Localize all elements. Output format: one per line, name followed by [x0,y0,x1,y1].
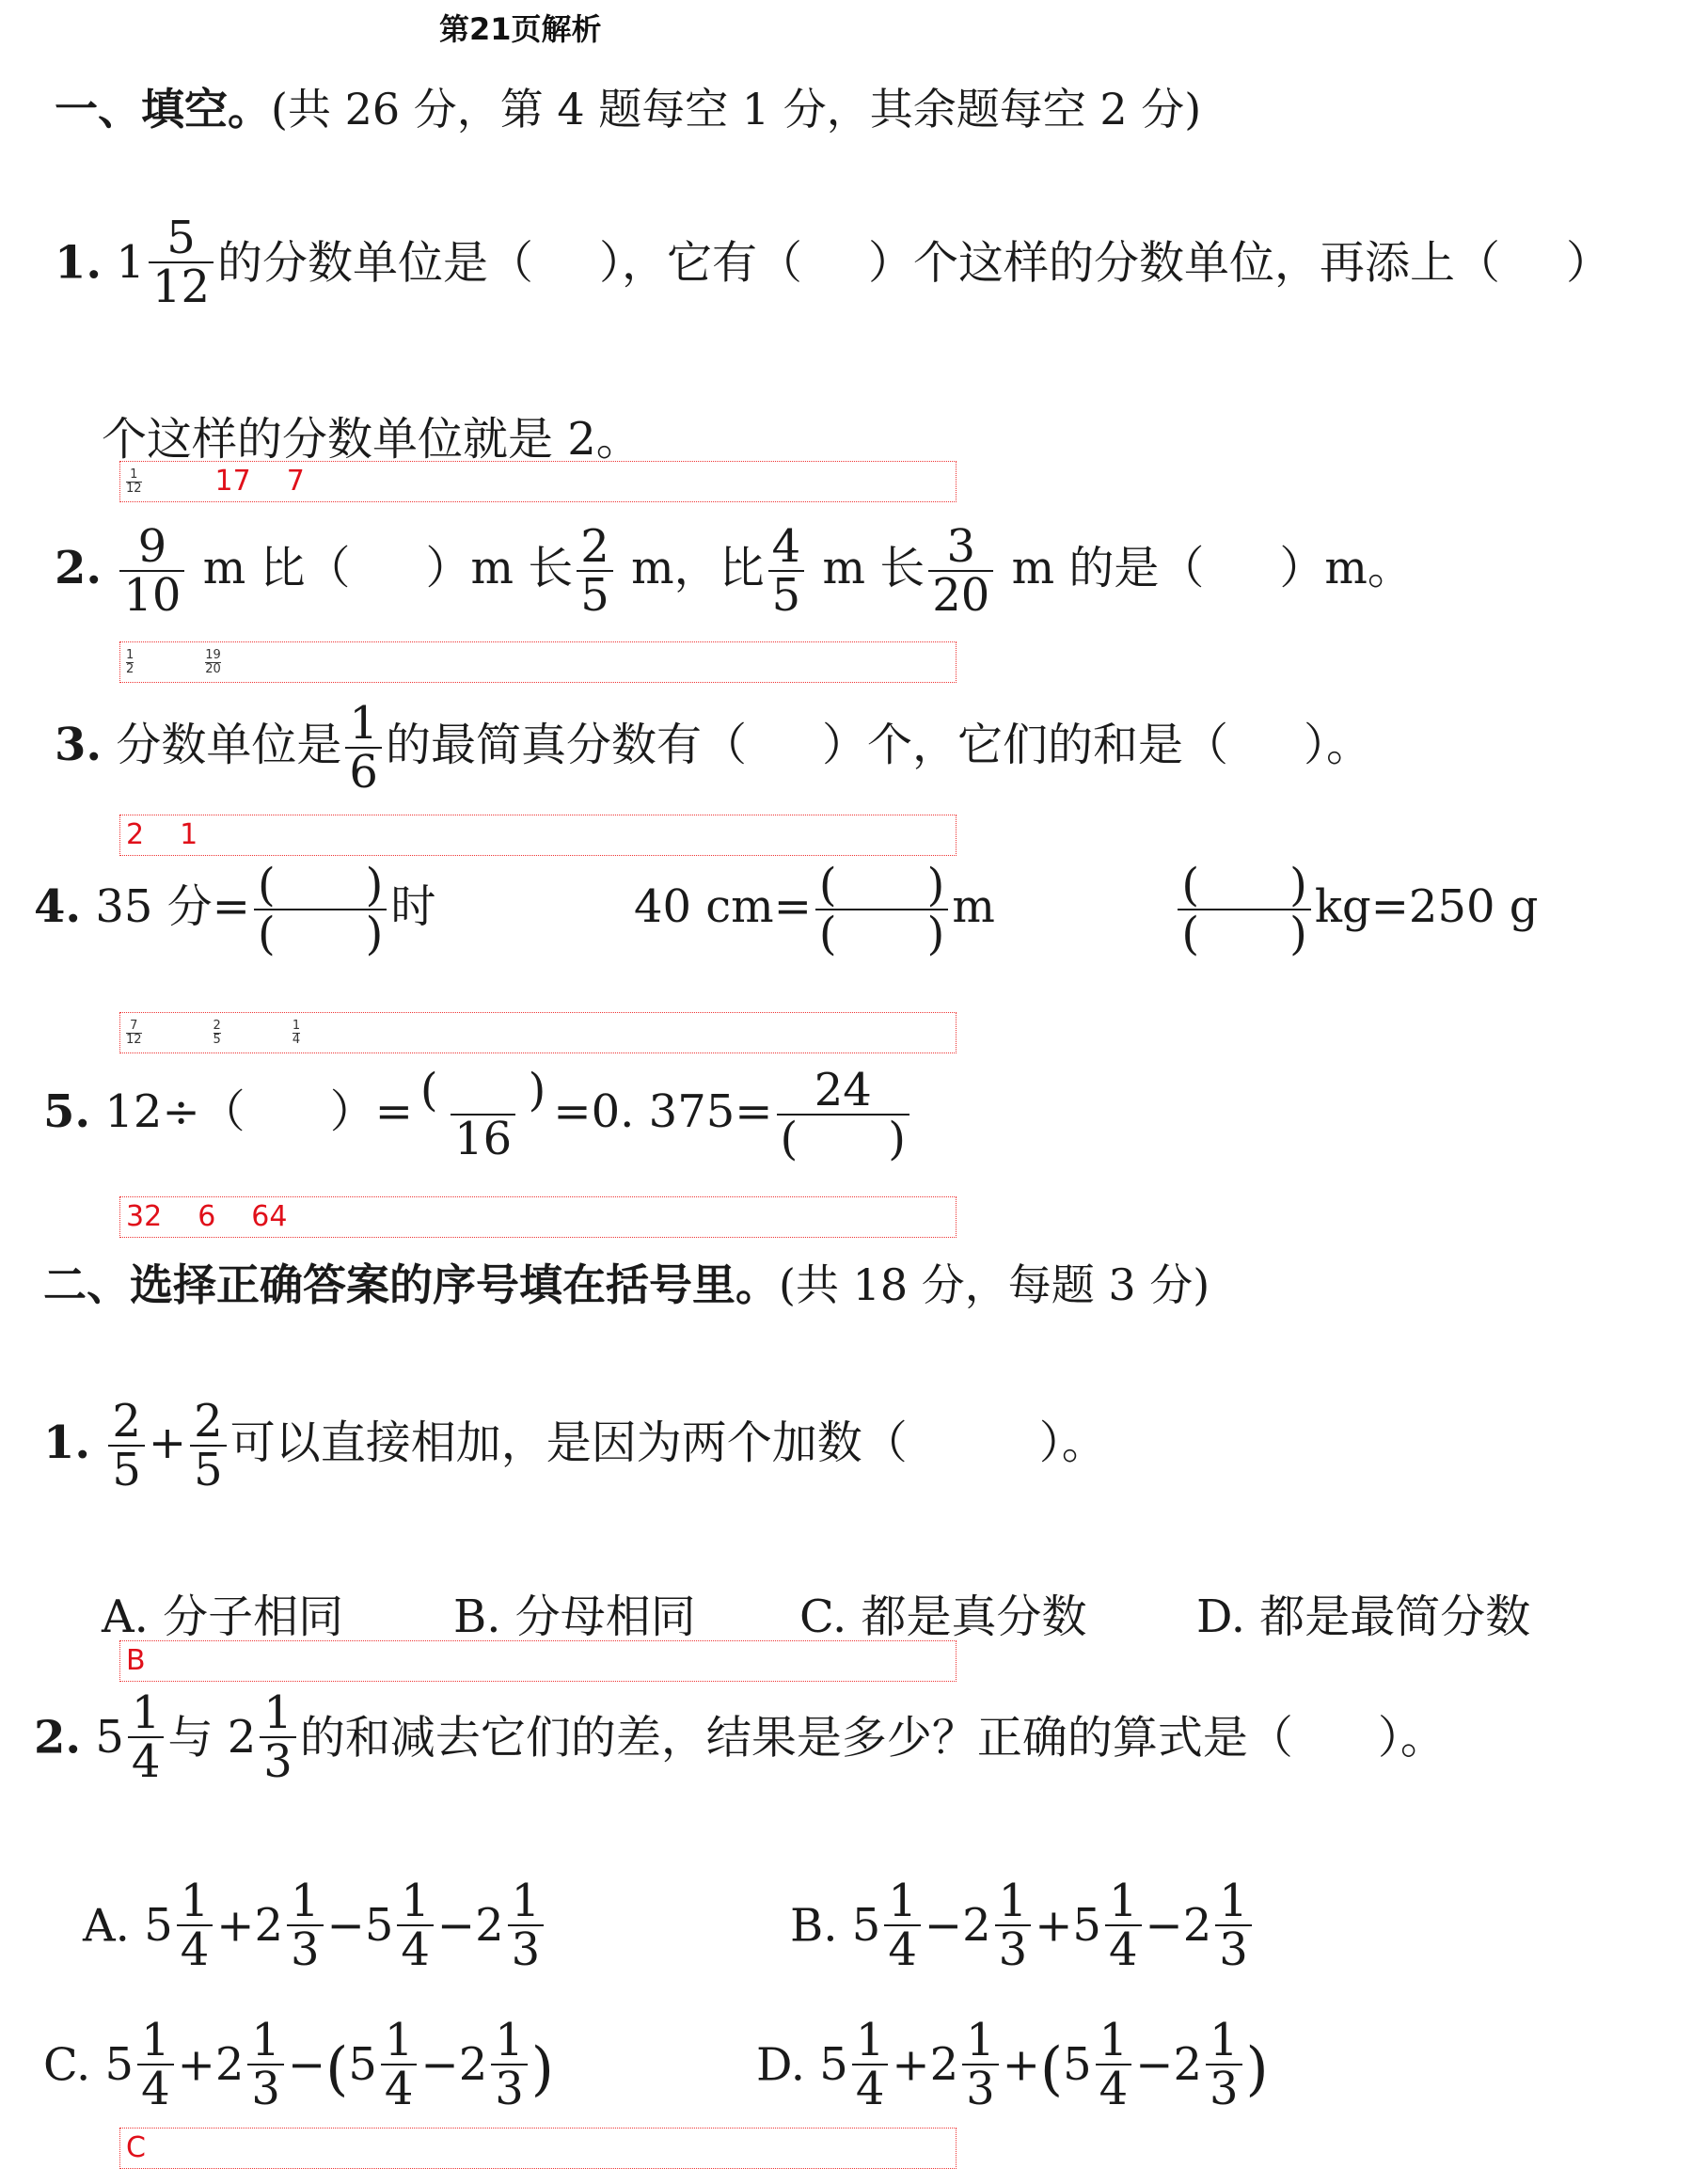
numerator: 1 [180,1875,210,1927]
mixed-number [1182,1875,1256,1977]
question-text: ）。 [1038,1416,1107,1469]
denominator: 12 [126,1033,142,1047]
question-1-2 [55,520,1413,623]
fraction [287,1875,324,1977]
mixed-number [254,1875,327,1977]
mixed-number [214,2014,288,2116]
numerator: 1 [998,1875,1028,1927]
fraction [149,212,213,314]
numerator: 1 [251,2014,280,2066]
numerator: 1 [141,2014,170,2066]
numerator: 2 [213,1018,221,1033]
option-label: D. [756,2038,806,2092]
answer-value: 1 [180,818,198,851]
denominator: 3 [287,1924,324,1973]
mixed-number [95,1686,167,1789]
numerator: 9 [137,520,167,573]
mixed-number [348,2014,420,2116]
answer-fraction [126,468,178,497]
answer-fraction [293,1020,336,1048]
fraction [1096,2014,1132,2116]
whole-part: 2 [227,1711,257,1765]
numerator-blank: ( ) [419,1064,546,1116]
question-1-5 [43,1064,913,1166]
question-1-4 [34,859,1539,961]
numerator: 19 [205,647,221,662]
denominator: 3 [1215,1924,1252,1973]
whole-part: 2 [1173,2038,1202,2092]
numerator: 7 [130,1018,138,1033]
whole-part: 5 [95,1711,124,1765]
question-text: m [952,879,995,933]
section-1-heading: 一、填空。 [55,84,271,135]
fraction [884,1875,921,1977]
whole-part: 1 [116,236,145,290]
denominator: 10 [119,570,184,619]
fraction [417,1064,549,1166]
numerator: 2 [580,520,609,573]
answer-value: 2 [126,818,145,851]
answer-value: 32 [126,1200,163,1233]
answer-value: 64 [251,1200,288,1233]
question-1-1-line2: 个这样的分数单位就是 2。 [102,413,641,466]
denominator-blank: ( ) [1178,909,1310,957]
mixed-number [819,2014,892,2116]
right-paren: ) [1245,2034,1269,2103]
numerator: 1 [384,2014,414,2066]
denominator: 4 [1096,2064,1132,2113]
denominator: 5 [577,570,613,619]
answer-box-q3 [119,815,957,856]
fraction [577,520,613,623]
numerator: 1 [1099,2014,1129,2066]
whole-part: 5 [851,1899,881,1953]
section-1-title [55,75,1201,137]
answer-box-s2q1 [119,1640,957,1682]
answer-box-q5 [119,1196,957,1238]
question-2-1 [43,1395,1107,1497]
fraction [995,1875,1032,1977]
mixed-number [104,2014,178,2116]
whole-part: 2 [254,1899,284,1953]
option-a: A. 分子相同 [102,1591,344,1643]
fraction [190,1395,227,1497]
question-2-2 [34,1686,1446,1789]
answer-value: 6 [198,1200,216,1233]
answer-fraction [205,649,257,677]
denominator: 4 [397,1924,434,1973]
numerator: 1 [855,2014,885,2066]
fraction [1215,1875,1252,1977]
whole-part: 5 [364,1899,394,1953]
denominator: 2 [126,662,134,676]
whole-part: 5 [104,2038,134,2092]
fraction [128,1686,165,1789]
fraction [177,1875,213,1977]
fraction [345,697,382,799]
question-text: ）= [329,1084,413,1138]
whole-part: 5 [1072,1899,1101,1953]
question-text: ） [1566,236,1612,290]
question-text: 的和减去它们的差，结果是多少？正确的算式是（ [299,1711,1293,1765]
numerator: 1 [291,1875,320,1927]
whole-part: 5 [1063,2038,1092,2092]
numerator: 2 [194,1395,223,1448]
numerator: 5 [166,212,196,264]
fraction [260,1686,296,1789]
option-b: B. 分母相同 [453,1591,696,1643]
question-number: 4. [34,879,82,933]
whole-part: 2 [458,2038,488,2092]
question-text: kg=250 g [1314,879,1539,933]
numerator: 1 [349,697,378,750]
denominator: 3 [260,1736,296,1785]
denominator: 16 [451,1114,515,1163]
mixed-number [475,1875,547,1977]
denominator: 6 [345,747,382,796]
question-text: 可以直接相加，是因为两个加数（ [229,1416,908,1469]
numerator: 1 [292,1018,301,1033]
question-1-3 [55,697,1371,799]
question-number: 5. [43,1084,91,1138]
numerator: 1 [495,2014,524,2066]
mixed-number [1173,2014,1245,2116]
fraction [247,2014,284,2116]
denominator: 4 [292,1033,301,1047]
denominator-blank: ( ) [254,909,387,957]
question-text: m 长 [822,541,925,594]
fraction [397,1875,434,1977]
mixed-number [144,1875,216,1977]
question-number: 3. [55,718,103,771]
question-number: 2. [55,541,103,594]
denominator: 12 [126,482,142,496]
option-a-expression: A. 5 $\frac{1}{4}$ + 2 $\frac{1}{3}$ − 5 $\frac{1}{4}$ − 2 $\frac{1}{3}$ [83,1877,547,1974]
question-text: 分数单位是 [116,718,342,771]
option-c-expression: C. 5 $\frac{1}{4}$ + 2 $\frac{1}{3}$ −( 5 $\frac{1}{4}$ − 2 $\frac{1}{3}$ ) [43,2014,554,2116]
denominator: 4 [381,2064,418,2113]
denominator: 5 [213,1033,221,1047]
question-text: m 比（ [202,541,351,594]
whole-part: 2 [929,2038,959,2092]
denominator: 3 [1206,2064,1242,2113]
denominator: 4 [852,2064,889,2113]
question-text: 与 [167,1711,213,1765]
denominator-blank: ( ) [777,1114,909,1163]
fraction [768,520,805,623]
denominator: 5 [190,1445,227,1494]
answer-value: C [126,2131,146,2164]
section-2-heading: 二、选择正确答案的序号填在括号里。 [43,1259,779,1310]
question-text: ）。 [1377,1711,1446,1765]
numerator: 1 [511,1875,541,1927]
option-d: D. 都是最简分数 [1196,1591,1531,1643]
fraction [962,2014,999,2116]
question-number: 1. [55,236,103,290]
blank-fraction [1178,859,1310,961]
fraction [491,2014,528,2116]
numerator-blank: ( ) [818,859,945,911]
fraction [508,1875,545,1977]
numerator: 1 [1108,1875,1138,1927]
numerator: 1 [401,1875,430,1927]
fraction [777,1064,909,1166]
numerator: 1 [966,2014,995,2066]
denominator-blank: ( ) [815,909,948,957]
answer-box-q1 [119,461,957,502]
whole-part: 2 [475,1899,504,1953]
answer-box-q4 [119,1012,957,1053]
mixed-number [851,1875,925,1977]
denominator: 20 [928,570,993,619]
left-paren: ( [1039,2034,1064,2103]
question-text: ）m。 [1279,541,1413,594]
question-text: 40 cm= [633,879,812,933]
denominator: 4 [1105,1924,1142,1973]
section-2-title [43,1251,1210,1313]
fraction [1206,2014,1242,2116]
numerator-blank: ( ) [257,859,384,911]
answer-box-s2q2 [119,2128,957,2169]
plus-sign: + [148,1416,187,1469]
numerator: 1 [1209,2014,1239,2066]
denominator: 3 [962,2064,999,2113]
mixed-number [929,2014,1003,2116]
blank-fraction [254,859,387,961]
question-1-1 [55,212,1612,314]
option-d-expression: D. 5 $\frac{1}{4}$ + 2 $\frac{1}{3}$ +( 5 $\frac{1}{4}$ − 2 $\frac{1}{3}$ ) [756,2014,1269,2116]
question-text: 12÷（ [104,1084,245,1138]
mixed-number [116,212,217,314]
question-text: ），它有（ [599,236,803,290]
whole-part: 2 [1182,1899,1212,1953]
denominator: 3 [995,1924,1032,1973]
mixed-number [364,1875,437,1977]
denominator: 4 [137,2064,174,2113]
denominator: 12 [149,261,213,310]
denominator: 5 [768,570,805,619]
numerator: 24 [814,1064,872,1116]
fraction [137,2014,174,2116]
whole-part: 2 [962,1899,991,1953]
denominator: 3 [491,2064,528,2113]
mixed-number [227,1686,300,1789]
question-text: m，比 [631,541,765,594]
question-number: 1. [43,1416,91,1469]
question-number: 2. [34,1711,82,1765]
denominator: 4 [128,1736,165,1785]
question-text: 35 分= [95,879,250,933]
answer-box-q2 [119,641,957,683]
numerator: 1 [888,1875,917,1927]
answer-value: 7 [286,465,305,498]
fraction [108,1395,145,1497]
mixed-number [962,1875,1035,1977]
numerator: 1 [130,467,138,482]
blank-fraction [815,859,948,961]
question-text: ）个，它们的和是（ [821,718,1228,771]
whole-part: 5 [144,1899,173,1953]
mixed-number [1063,2014,1135,2116]
numerator: 1 [131,1686,161,1739]
section-2-subtitle: (共 18 分，每题 3 分) [779,1259,1210,1310]
question-text: ）个这样的分数单位，再添上（ [868,236,1501,290]
question-text: 的分数单位是（ [217,236,534,290]
section-1-subtitle: (共 26 分，第 4 题每空 1 分，其余题每空 2 分) [271,84,1202,135]
option-c: C. 都是真分数 [799,1591,1087,1643]
option-label: A. [83,1899,130,1953]
numerator: 3 [946,520,976,573]
denominator: 4 [884,1924,921,1973]
denominator: 20 [205,662,221,676]
page-title: 第21页解析 [439,11,602,47]
answer-value: B [126,1644,146,1677]
option-b-expression: B. 5 $\frac{1}{4}$ − 2 $\frac{1}{3}$ + 5 $\frac{1}{4}$ − 2 $\frac{1}{3}$ [790,1877,1256,1974]
fraction [119,520,184,623]
mixed-number [1072,1875,1145,1977]
answer-fraction [213,1020,257,1048]
right-paren: ) [530,2034,554,2103]
denominator: 3 [508,1924,545,1973]
answer-fraction [126,1020,178,1048]
whole-part: 5 [348,2038,377,2092]
question-text: 时 [390,879,436,933]
numerator-blank: ( ) [1181,859,1307,911]
answer-fraction [126,649,169,677]
mixed-number [458,2014,531,2116]
answer-value: 17 [214,465,251,498]
question-text: ）。 [1303,718,1371,771]
option-label: B. [790,1899,838,1953]
fraction [928,520,993,623]
numerator: 2 [112,1395,141,1448]
denominator: 5 [108,1445,145,1494]
denominator: 3 [247,2064,284,2113]
fraction [1105,1875,1142,1977]
numerator: 1 [263,1686,293,1739]
question-text: 的最简真分数有（ [385,718,747,771]
fraction [852,2014,889,2116]
numerator: 1 [126,647,134,662]
option-label: C. [43,2038,91,2092]
question-text: =0. 375= [553,1084,773,1138]
question-text: ）m 长 [425,541,574,594]
left-paren: ( [325,2034,349,2103]
numerator: 4 [771,520,801,573]
question-text: m 的是（ [1011,541,1205,594]
whole-part: 5 [819,2038,848,2092]
fraction [381,2014,418,2116]
denominator: 4 [177,1924,213,1973]
numerator: 1 [1219,1875,1248,1927]
whole-part: 2 [214,2038,245,2092]
